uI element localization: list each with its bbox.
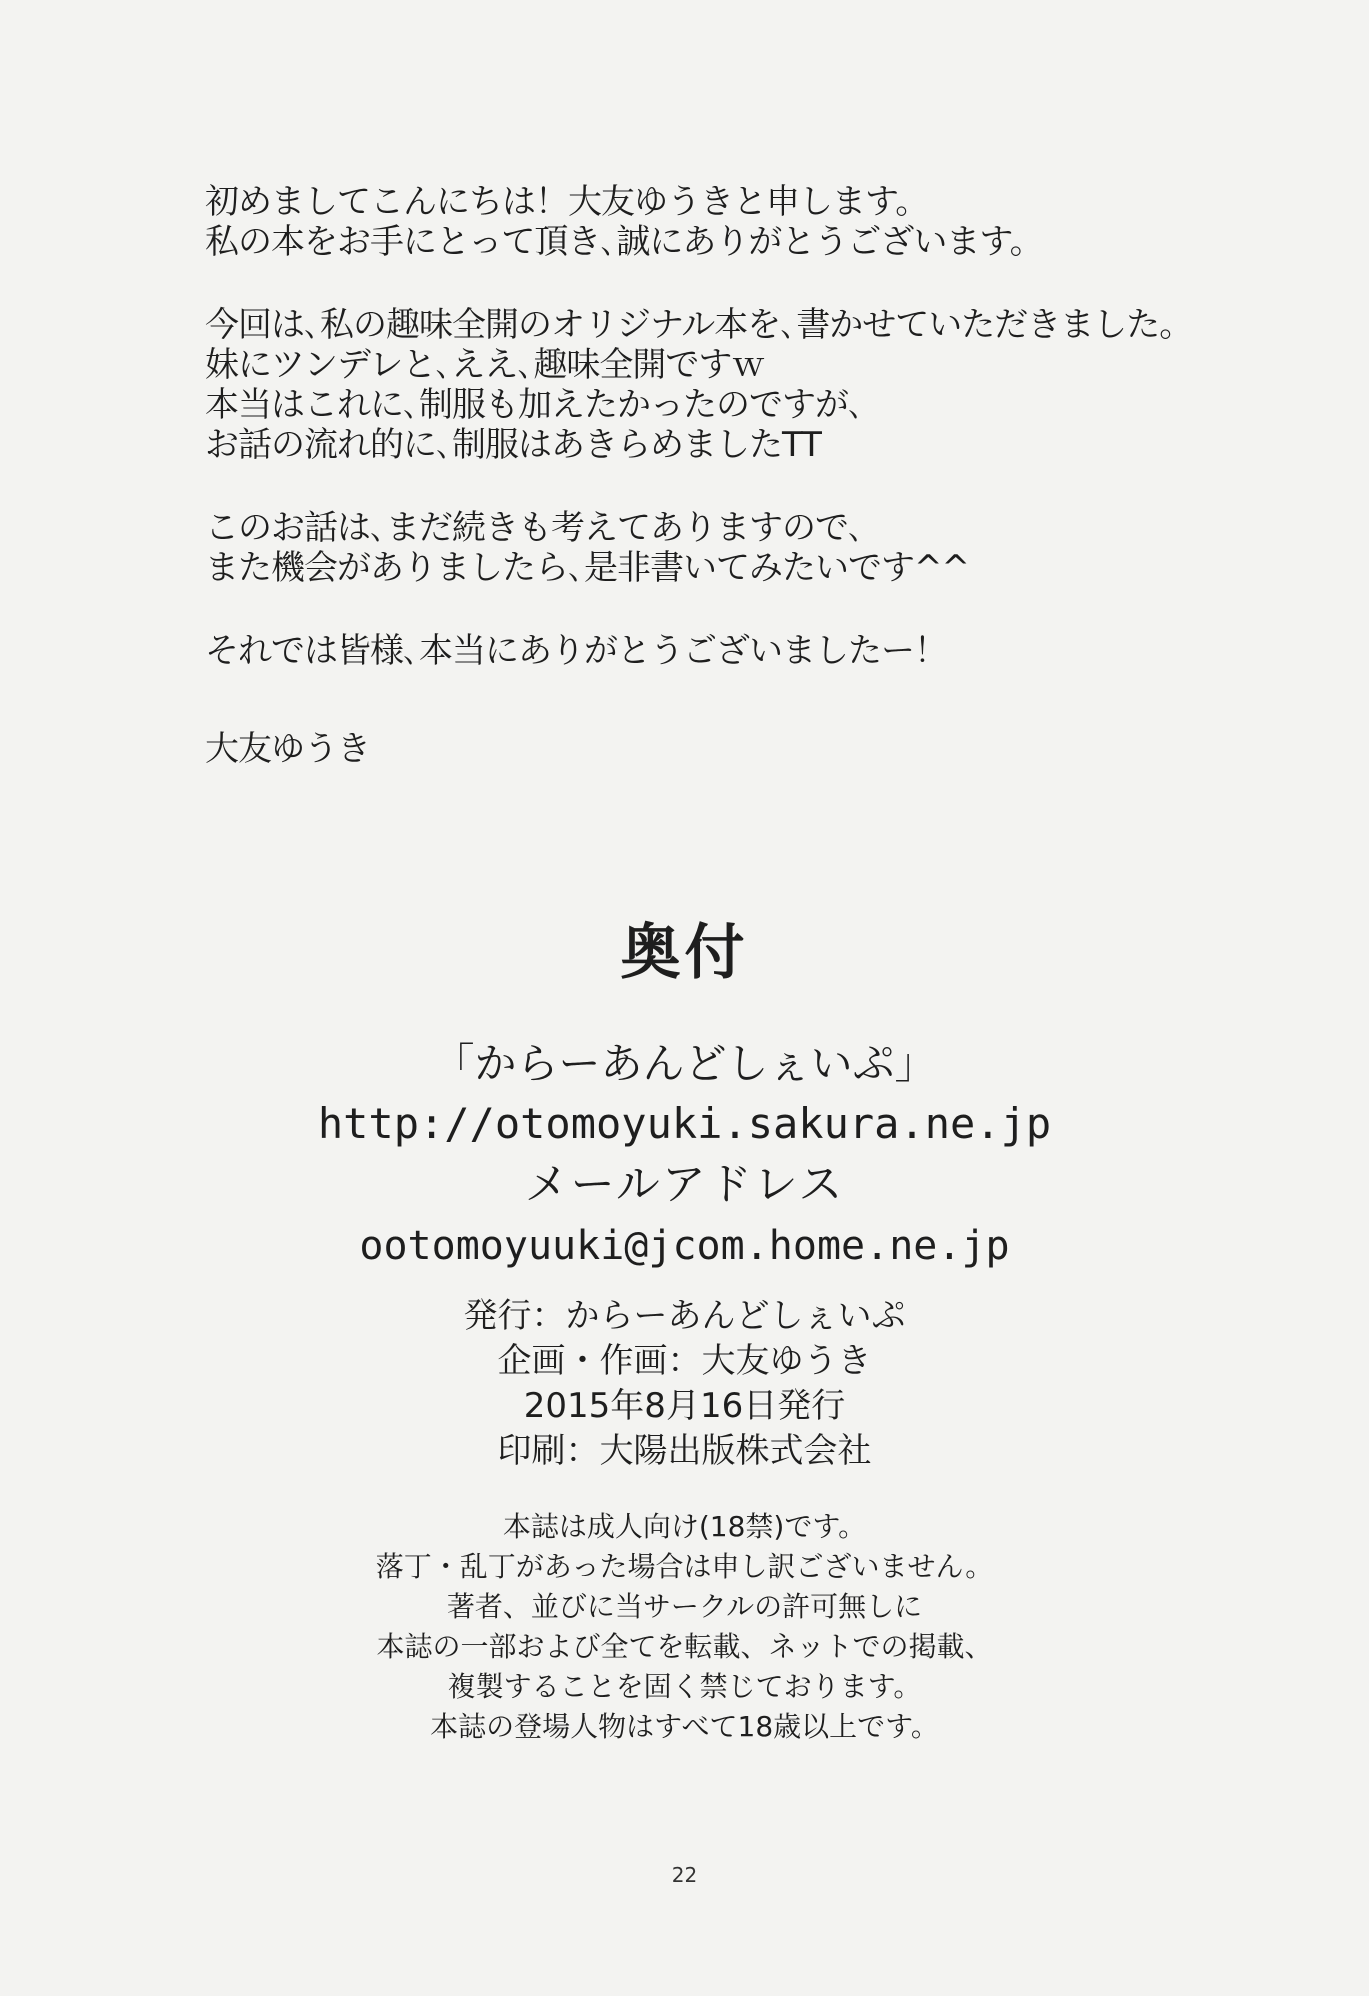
notice-line: 本誌は成人向け(18禁)です。 <box>502 1510 867 1543</box>
afterword-line: また機会がありましたら､是非書いてみたいです^^ <box>205 548 969 588</box>
notice-line: 本誌の一部および全てを転載、ネットでの掲載、 <box>376 1630 993 1663</box>
afterword-line: 初めましてこんにちは！大友ゆうきと申します。 <box>205 182 929 222</box>
page-number: 22 <box>671 1863 698 1887</box>
colophon-title: 奥付 <box>620 918 749 988</box>
publish-date: 2015年8月16日発行 <box>523 1386 846 1426</box>
afterword-line: お話の流れ的に､制服はあきらめましたTT <box>205 425 821 465</box>
planning-line: 企画・作画：大友ゆうき <box>497 1341 872 1381</box>
afterword-line: 本当はこれに､制服も加えたかったのですが､ <box>205 385 864 425</box>
circle-name: 「からーあんどしぇいぷ」 <box>432 1039 937 1088</box>
notice-line: 著者、並びに当サークルの許可無しに <box>446 1590 923 1623</box>
publisher-line: 発行：からーあんどしぇいぷ <box>463 1296 906 1336</box>
mail-address: ootomoyuuki@jcom.home.ne.jp <box>359 1223 1010 1269</box>
afterword-line: 今回は､私の趣味全開のオリジナル本を､書かせていただきました。 <box>205 305 1193 345</box>
notice-line: 複製することを固く禁じております。 <box>447 1670 922 1703</box>
mail-label: メールアドレス <box>524 1159 845 1210</box>
afterword-line: 妹にツンデレと､ええ､趣味全開ですｗ <box>205 345 765 385</box>
afterword-line: このお話は､まだ続きも考えてありますので､ <box>205 508 864 548</box>
afterword-line: 私の本をお手にとって頂き､誠にありがとうございます。 <box>205 222 1043 262</box>
notice-line: 本誌の登場人物はすべて18歳以上です。 <box>430 1710 939 1743</box>
printing-line: 印刷：大陽出版株式会社 <box>497 1431 872 1471</box>
afterword <box>205 182 1305 769</box>
afterword-signature: 大友ゆうき <box>205 729 370 769</box>
afterword-line: それでは皆様､本当にありがとうございましたー！ <box>205 631 947 671</box>
website-url: http://otomoyuki.sakura.ne.jp <box>317 1099 1052 1148</box>
notice-line: 落丁・乱丁があった場合は申し訳ございません。 <box>375 1550 994 1583</box>
